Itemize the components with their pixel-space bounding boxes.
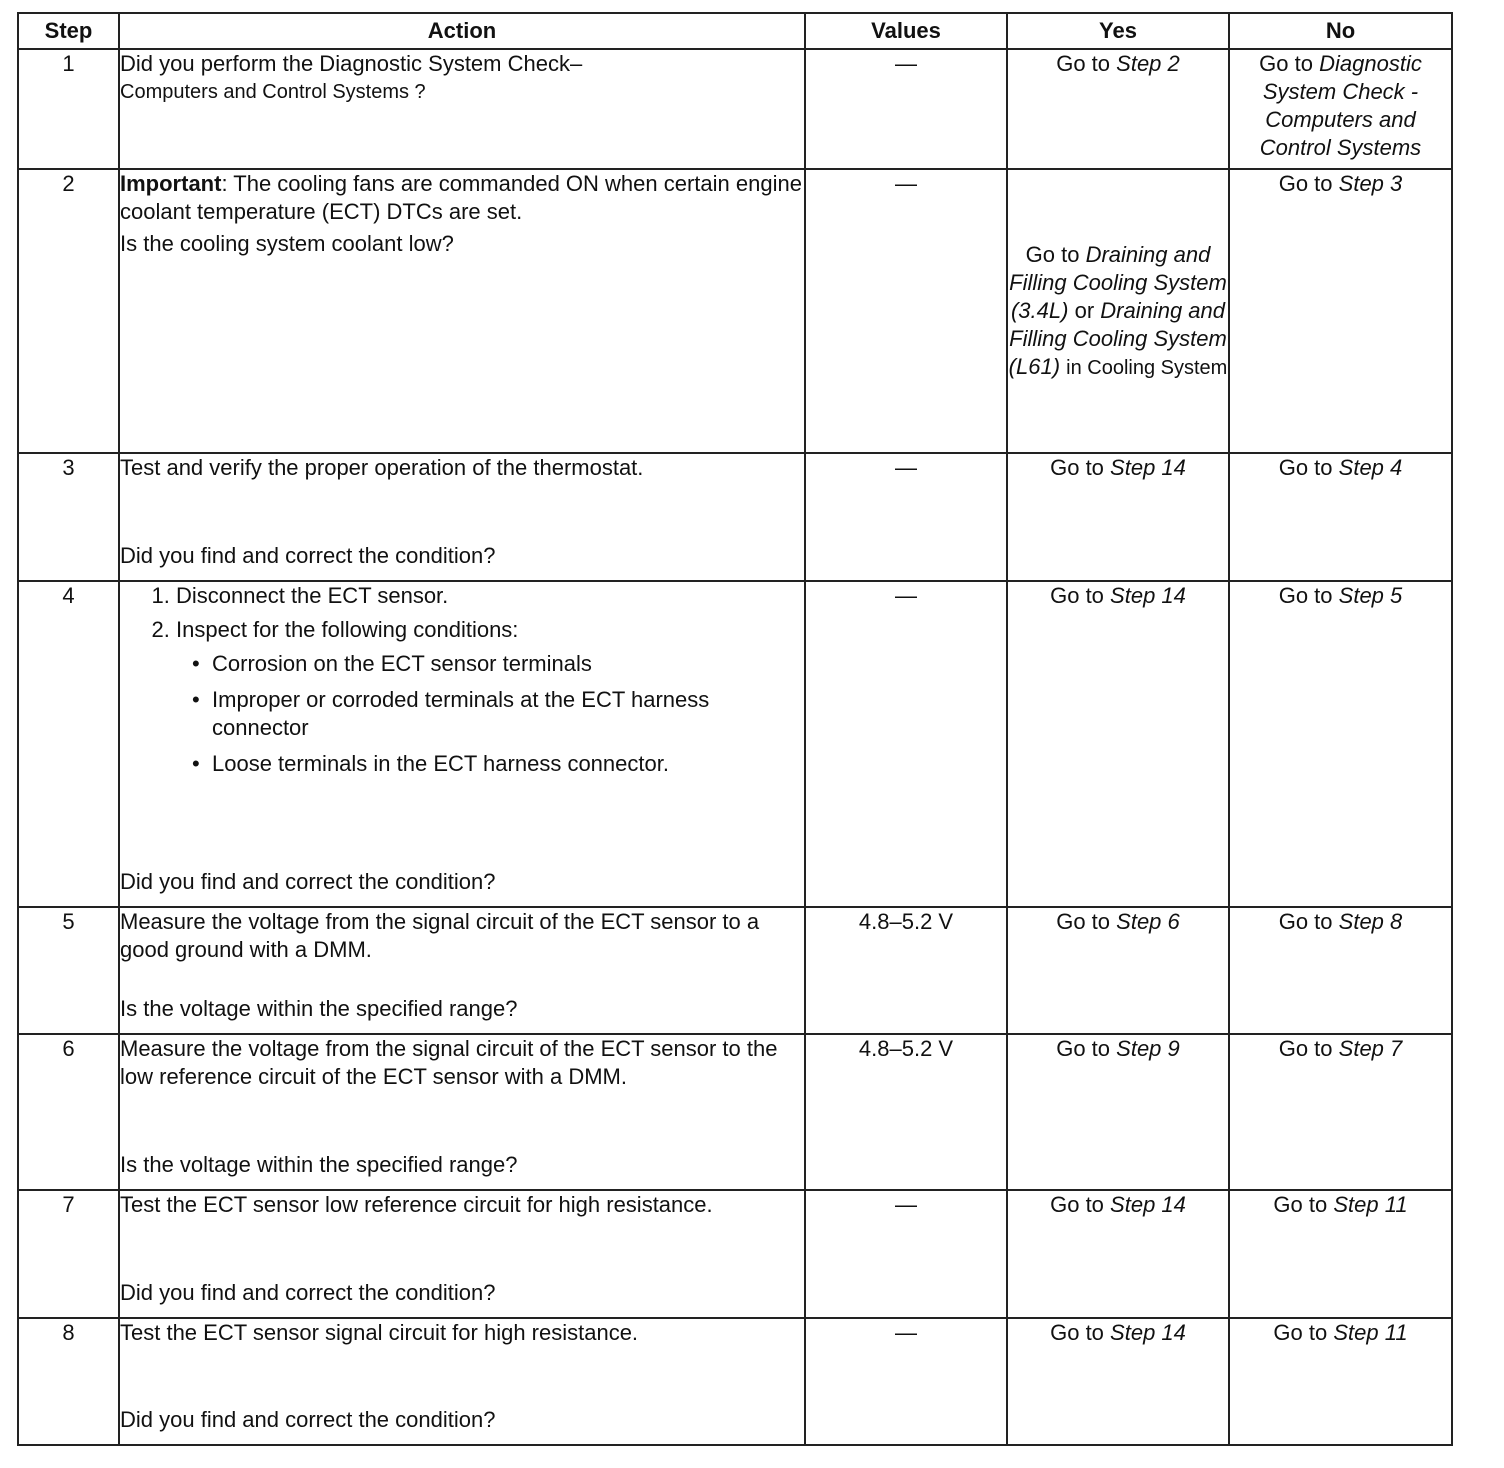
condition-list [176,650,804,778]
action-cell [119,1034,805,1190]
yes-link-l61[interactable]: Draining and Filling Cooling System (L61) [1008,297,1227,379]
table-row [18,453,1452,581]
no-link[interactable]: Step 8 [1338,909,1403,934]
table-row [18,907,1452,1034]
yes-link[interactable]: Step 6 [1116,909,1180,934]
list-item: 2. Inspect for the following conditions: • Corrosion on the ECT sensor terminals • Improper or corroded terminals at the ECT harness connector • Loose terminals in the ECT harness connector. [176,616,804,778]
action-question: Did you find and correct the condition? [120,543,496,568]
no-prefix: Go to [1278,583,1333,608]
action-text: Measure the voltage from the signal circuit of the ECT sensor to a good ground with a DMM. [120,909,760,962]
no-cell [1229,49,1452,169]
yes-prefix: Go to [1056,909,1111,934]
yes-cell [1007,1190,1229,1318]
values-cell: 4.8–5.2 V [805,1034,1007,1190]
yes-prefix: Go to [1056,51,1111,76]
no-prefix: Go to [1259,51,1313,76]
table-row [18,169,1452,453]
header-step: Step [18,13,119,49]
procedure-list [120,582,804,778]
action-question: Is the voltage within the specified range? [120,996,518,1021]
no-prefix: Go to [1278,909,1333,934]
yes-prefix: Go to [1025,241,1080,267]
no-prefix: Go to [1273,1320,1328,1345]
no-link[interactable]: Step 4 [1338,455,1403,480]
step-number: 2 [18,169,119,453]
yes-prefix: Go to [1050,1320,1104,1345]
no-cell [1229,1034,1452,1190]
header-row [18,13,1452,49]
yes-link[interactable]: Step 9 [1116,1036,1180,1061]
diagnostic-table [17,12,1453,1446]
yes-cell [1007,581,1229,907]
action-text: Test and verify the proper operation of the thermostat. [120,455,644,480]
no-prefix: Go to [1278,1036,1333,1061]
yes-prefix: Go to [1050,1192,1104,1217]
yes-cell [1007,1034,1229,1190]
yes-link[interactable]: Step 14 [1110,1192,1186,1217]
list-item: • Loose terminals in the ECT harness connector. [212,750,804,778]
step-number: 4 [18,581,119,907]
header-yes: Yes [1007,13,1229,49]
no-link[interactable]: Step 7 [1338,1036,1403,1061]
step-number: 8 [18,1318,119,1445]
yes-prefix: Go to [1050,583,1104,608]
table-row [18,581,1452,907]
action-text: Measure the voltage from the signal circuit of the ECT sensor to the low reference circuit of the ECT sensor with a DMM. [120,1036,778,1089]
action-text: Did you perform the Diagnostic System Check– [120,51,583,76]
step-number: 6 [18,1034,119,1190]
values-cell: — [805,1190,1007,1318]
action-question: Did you find and correct the condition? [120,1407,496,1432]
yes-cell [1007,1318,1229,1445]
action-text: Test the ECT sensor signal circuit for high resistance. [120,1320,639,1345]
no-prefix: Go to [1278,171,1333,196]
no-link[interactable]: Step 11 [1333,1192,1408,1217]
no-cell [1229,907,1452,1034]
header-action: Action [119,13,805,49]
action-cell [119,581,805,907]
important-note [120,170,804,226]
important-text: : The cooling fans are commanded ON when certain engine coolant temperature (ECT) DTCs are set. [120,171,802,224]
action-cell [119,1318,805,1445]
table-row [18,1034,1452,1190]
table-row [18,1190,1452,1318]
action-text-2: Computers and Control Systems ? [120,81,426,103]
values-cell: 4.8–5.2 V [805,907,1007,1034]
action-cell [119,907,805,1034]
list-item: • Corrosion on the ECT sensor terminals [212,650,804,678]
no-cell [1229,453,1452,581]
action-question: Did you find and correct the condition? [120,869,496,894]
yes-cell [1007,49,1229,169]
yes-cell [1007,453,1229,581]
values-cell: — [805,453,1007,581]
list-item: 1. Disconnect the ECT sensor. [176,582,804,610]
table-row [18,1318,1452,1445]
no-cell [1229,1190,1452,1318]
action-question: Is the voltage within the specified range? [120,1152,518,1177]
header-values: Values [805,13,1007,49]
yes-link[interactable]: Step 14 [1110,1320,1186,1345]
no-prefix: Go to [1278,455,1333,480]
action-question: Is the cooling system coolant low? [120,231,454,256]
values-cell: — [805,49,1007,169]
yes-cell [1007,907,1229,1034]
no-link[interactable]: Step 11 [1333,1320,1408,1345]
no-link[interactable]: Step 3 [1338,171,1403,196]
no-prefix: Go to [1273,1192,1328,1217]
values-cell: — [805,1318,1007,1445]
yes-link[interactable]: Step 14 [1110,455,1186,480]
step-number: 1 [18,49,119,169]
no-cell [1229,581,1452,907]
action-text: Test the ECT sensor low reference circuit for high resistance. [120,1192,713,1217]
yes-link-3-4l[interactable]: Draining and Filling Cooling System (3.4L) [1009,241,1227,323]
no-link[interactable]: Step 5 [1338,583,1403,608]
yes-cell [1007,169,1229,453]
no-cell [1229,169,1452,453]
step-number: 5 [18,907,119,1034]
yes-or: or [1074,297,1095,323]
yes-link[interactable]: Step 2 [1116,51,1180,76]
no-link[interactable]: Diagnostic System Check - Computers and Control Systems [1259,51,1422,160]
list-item: • Improper or corroded terminals at the ECT harness connector [212,686,804,742]
header-no: No [1229,13,1452,49]
yes-prefix: Go to [1050,455,1104,480]
step-number: 7 [18,1190,119,1318]
action-cell [119,49,805,169]
yes-suffix: in Cooling System [1066,356,1228,379]
values-cell: — [805,581,1007,907]
no-cell [1229,1318,1452,1445]
step-number: 3 [18,453,119,581]
action-cell [119,453,805,581]
important-label: Important [120,171,222,196]
action-question: Did you find and correct the condition? [120,1280,496,1305]
yes-link[interactable]: Step 14 [1110,583,1186,608]
table-row [18,49,1452,169]
yes-prefix: Go to [1056,1036,1111,1061]
values-cell: — [805,169,1007,453]
action-cell [119,169,805,453]
action-cell [119,1190,805,1318]
